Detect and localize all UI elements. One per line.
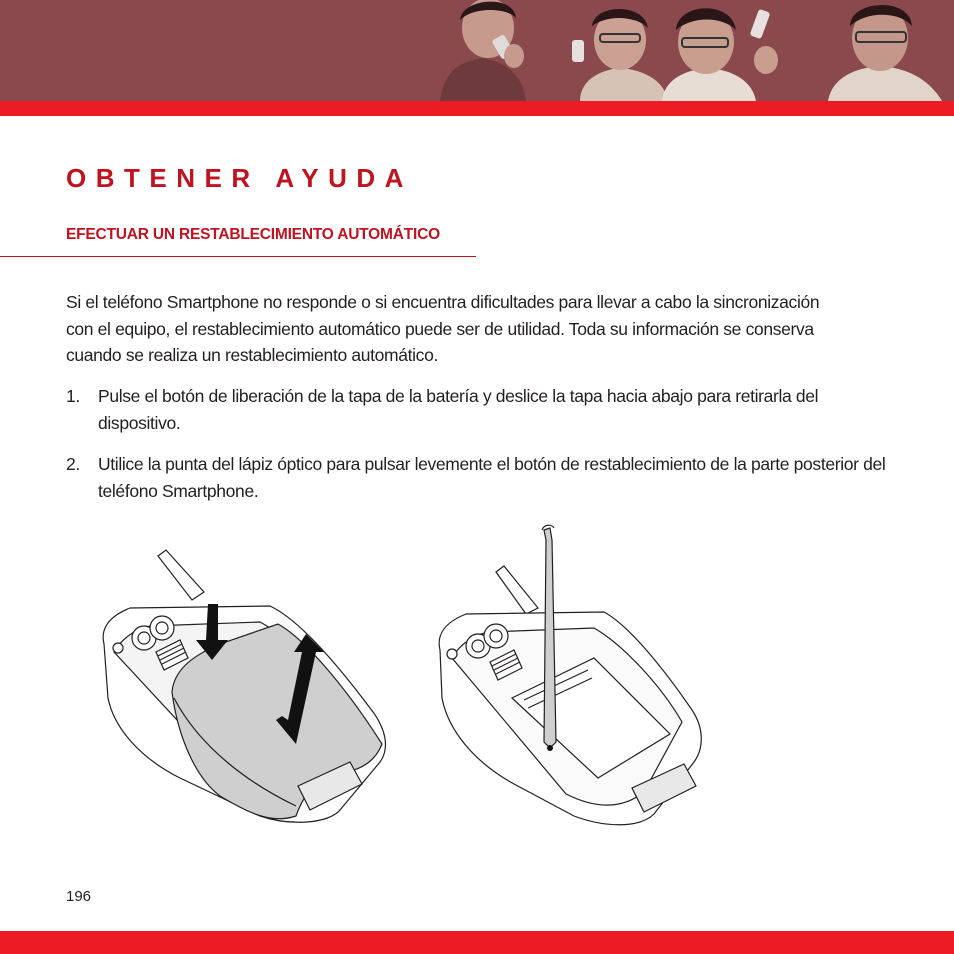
- step-number: 1.: [66, 386, 80, 406]
- step-text: Pulse el botón de liberación de la tapa de la batería y deslice la tapa hacia abajo para retirarla del dispositivo.: [98, 386, 819, 433]
- step-1: [66, 383, 896, 436]
- step-text: Utilice la punta del lápiz óptico para pulsar levemente el botón de restablecimiento de la parte posterior del teléfono Smartphone.: [98, 454, 886, 501]
- subheading: EFECTUAR UN RESTABLECIMIENTO AUTOMÁTICO: [66, 226, 440, 243]
- section-title: OBTENER AYUDA: [66, 163, 413, 193]
- page-number: 196: [66, 888, 92, 905]
- battery-cover-removal-illustration: [100, 548, 400, 830]
- intro-paragraph: Si el teléfono Smartphone no responde o si encuentra dificultades para llevar a cabo la sincronización con el equipo, el restablecimiento automático puede ser de utilidad. Toda su información se conserva cuando se realiza un restablecimiento automático.: [66, 292, 820, 365]
- people-with-phones-photo: [430, 0, 954, 101]
- stylus-reset-illustration: [434, 522, 704, 830]
- step-2: [66, 451, 896, 504]
- subheading-rule: [0, 256, 476, 257]
- step-number: 2.: [66, 454, 80, 474]
- footer-stripe: [0, 931, 954, 954]
- header-stripe: [0, 101, 954, 116]
- header-banner: [0, 0, 954, 101]
